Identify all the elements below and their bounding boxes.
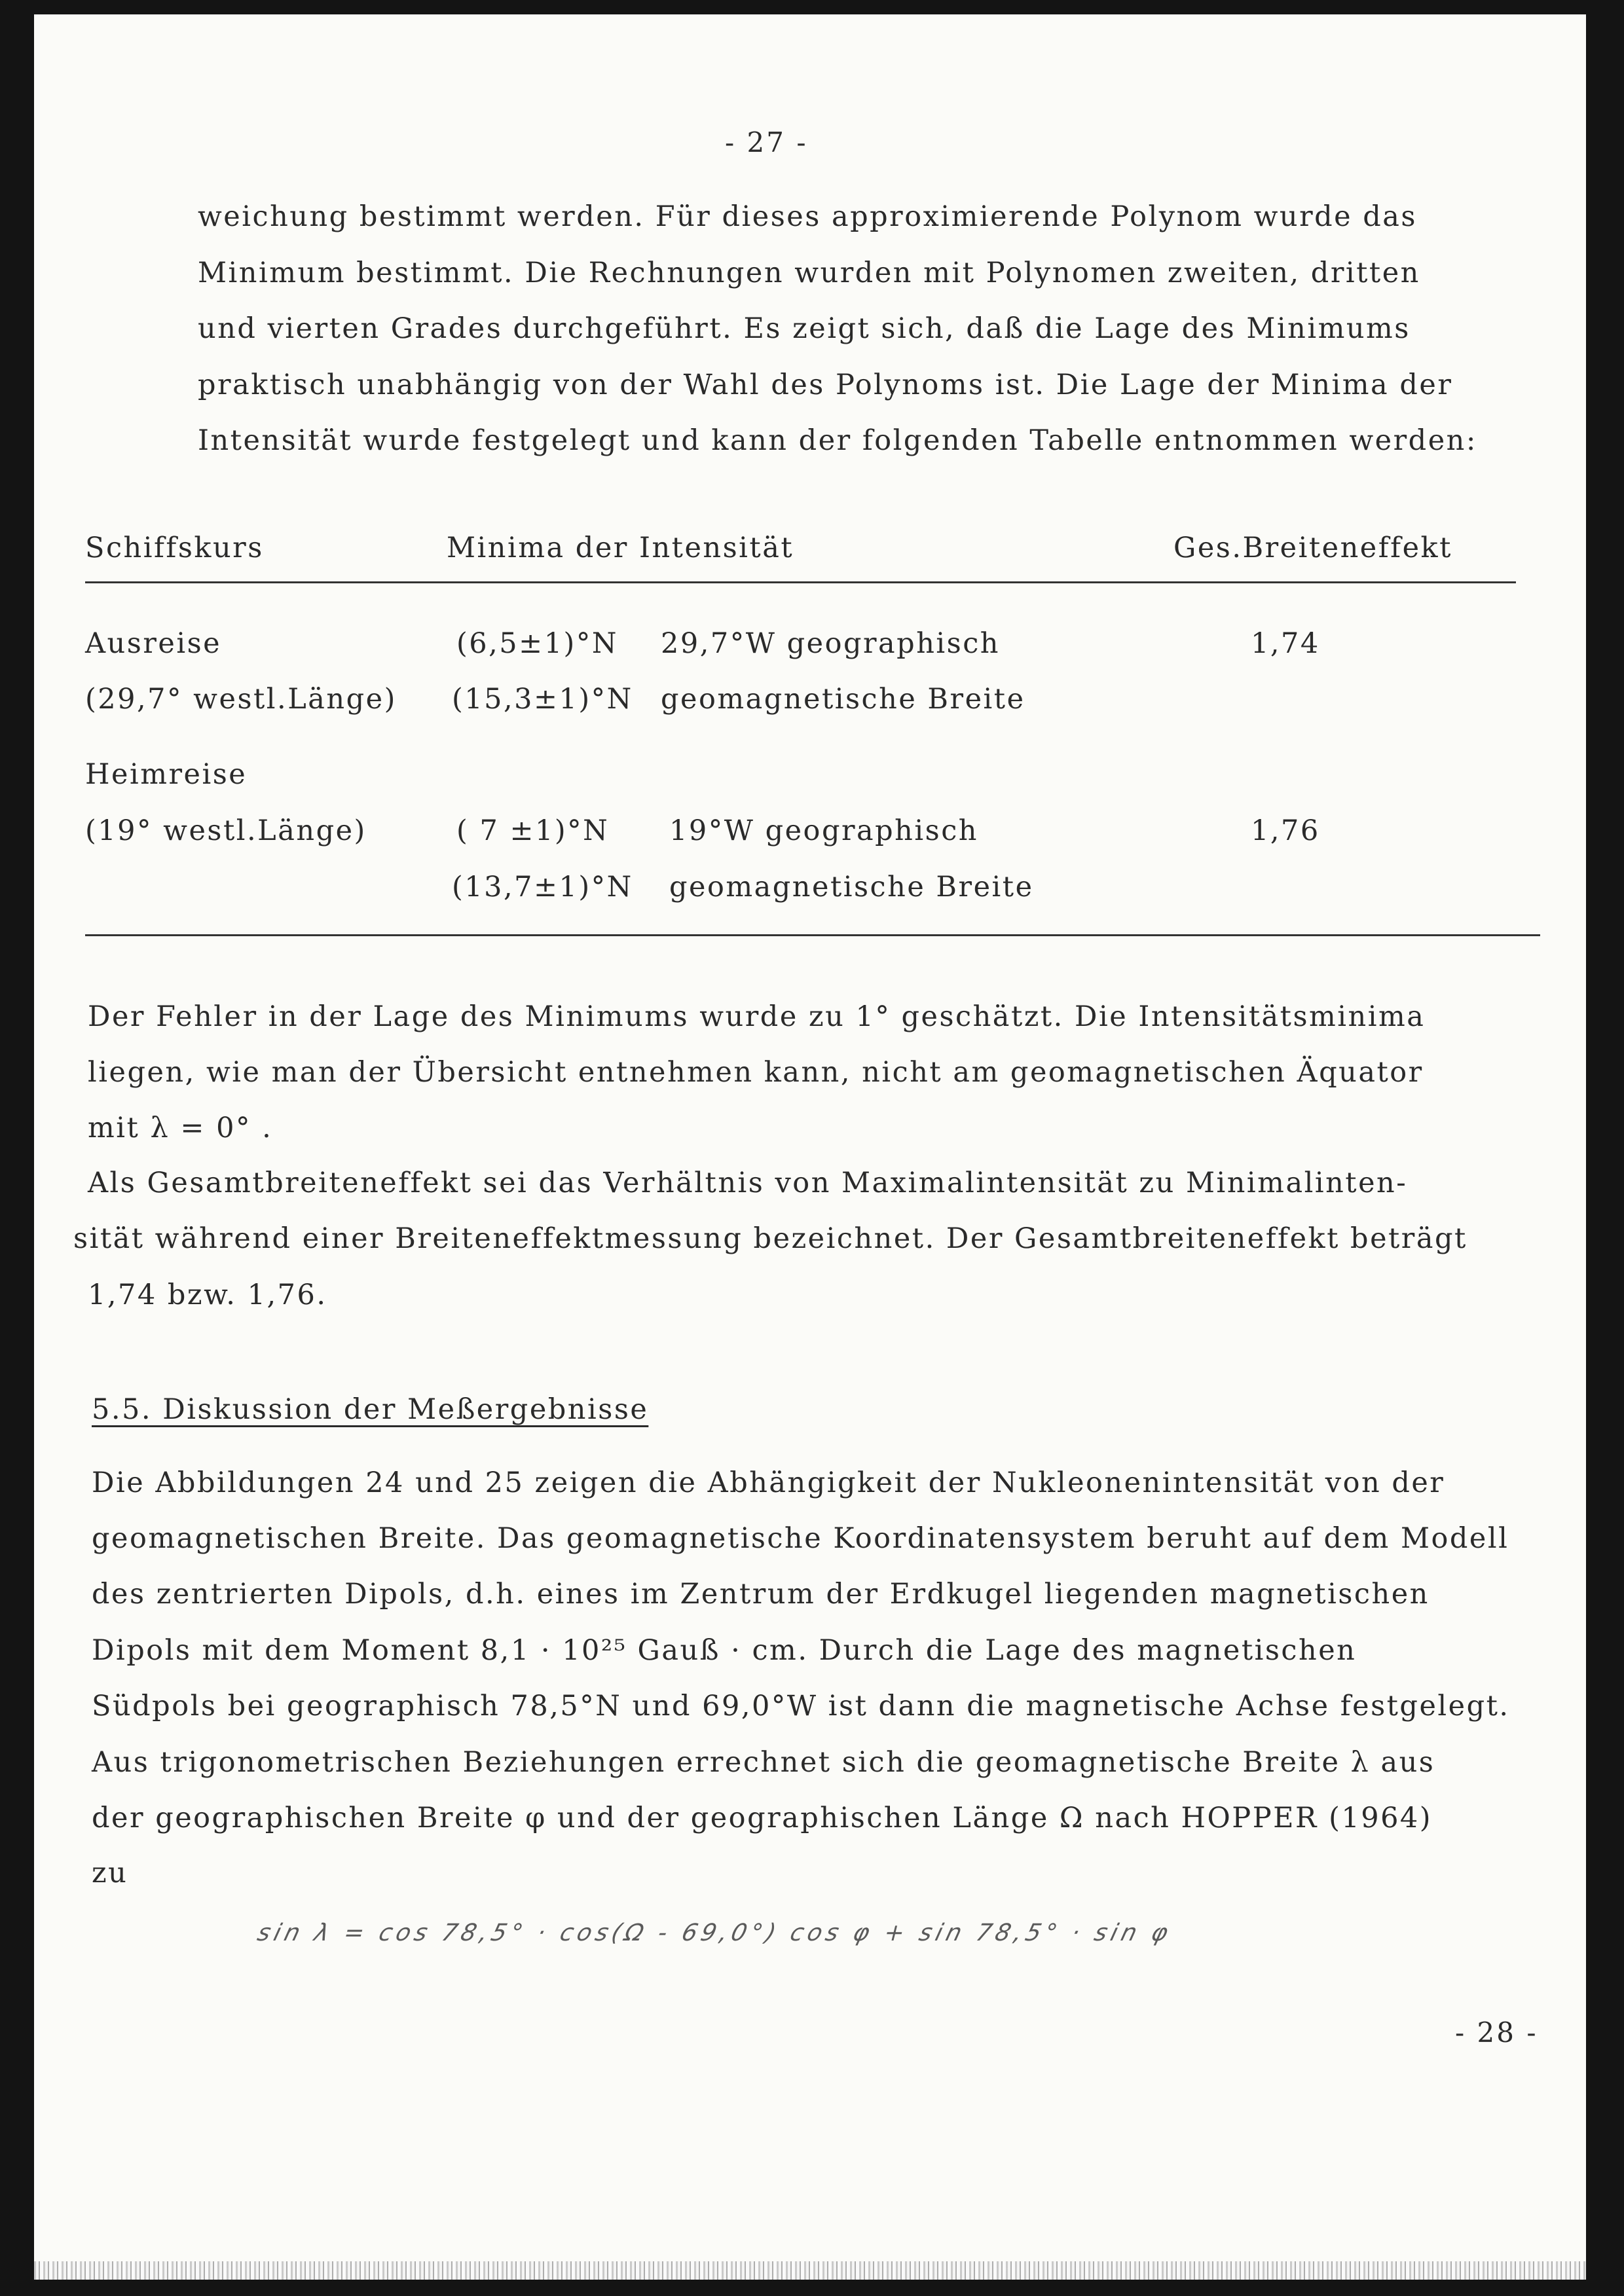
paragraph-4-line-3: des zentrierten Dipols, d.h. eines im Zentrum der Erdkugel liegenden magnetischen (92, 1578, 1430, 1611)
paragraph-1-line-2: Minimum bestimmt. Die Rechnungen wurden mit Polynomen zweiten, dritten (198, 257, 1420, 289)
document-page (34, 14, 1586, 2280)
table-row-5-minimum: (13,7±1)°N (452, 871, 633, 903)
table-row-4-course: (19° westl.Länge) (85, 814, 367, 847)
page-number-bottom: - 28 - (1455, 2016, 1538, 2049)
table-row-4-minimum: ( 7 ±1)°N (456, 814, 610, 847)
table-row-4-effect: 1,76 (1251, 814, 1320, 847)
paragraph-4-line-7: der geographischen Breite φ und der geographischen Länge Ω nach HOPPER (1964) (92, 1802, 1433, 1834)
table-header-schiffskurs: Schiffskurs (85, 532, 264, 564)
paragraph-1-line-1: weichung bestimmt werden. Für dieses approximierende Polynom wurde das (198, 200, 1417, 233)
table-header-minima: Minima der Intensität (447, 532, 794, 564)
paragraph-1-line-3: und vierten Grades durchgeführt. Es zeigt sich, daß die Lage des Minimums (198, 312, 1411, 345)
section-heading: 5.5. Diskussion der Meßergebnisse (92, 1393, 649, 1426)
table-row-1-location: 29,7°W geographisch (661, 627, 1001, 660)
paragraph-4-line-5: Südpols bei geographisch 78,5°N und 69,0°W ist dann die magnetische Achse festgelegt. (92, 1690, 1510, 1722)
paragraph-2-line-1: Der Fehler in der Lage des Minimums wurde zu 1° geschätzt. Die Intensitätsminima (88, 1000, 1426, 1033)
paragraph-4-line-4: Dipols mit dem Moment 8,1 · 10²⁵ Gauß · cm. Durch die Lage des magnetischen (92, 1634, 1357, 1667)
paragraph-4-line-6: Aus trigonometrischen Beziehungen errechnet sich die geomagnetische Breite λ aus (92, 1746, 1435, 1779)
table-row-2-location: geomagnetische Breite (661, 683, 1025, 716)
paragraph-4-line-2: geomagnetischen Breite. Das geomagnetische Koordinatensystem beruht auf dem Modell (92, 1522, 1509, 1555)
table-row-5-location: geomagnetische Breite (669, 871, 1034, 903)
table-row-2-minimum: (15,3±1)°N (452, 683, 633, 716)
scan-edge-artifact (34, 2261, 1586, 2280)
table-row-1-minimum: (6,5±1)°N (456, 627, 618, 660)
paragraph-3-line-2: sität während einer Breiteneffektmessung bezeichnet. Der Gesamtbreiteneffekt beträgt (73, 1222, 1467, 1255)
table-row-4-location: 19°W geographisch (669, 814, 978, 847)
table-row-1-course: Ausreise (85, 627, 222, 660)
paragraph-1-line-4: praktisch unabhängig von der Wahl des Polynoms ist. Die Lage der Minima der (198, 369, 1453, 401)
paragraph-3-line-1: Als Gesamtbreiteneffekt sei das Verhältnis von Maximalintensität zu Minimalinten- (88, 1167, 1408, 1199)
table-row-2-course: (29,7° westl.Länge) (85, 683, 397, 716)
table-header-rule (85, 581, 1516, 583)
paragraph-1-line-5: Intensität wurde festgelegt und kann der folgenden Tabelle entnommen werden: (198, 424, 1477, 457)
paragraph-3-line-3: 1,74 bzw. 1,76. (88, 1279, 327, 1311)
table-bottom-rule (85, 934, 1540, 936)
table-row-1-effect: 1,74 (1251, 627, 1320, 660)
handwritten-formula: sin λ = cos 78,5° · cos(Ω - 69,0°) cos φ + sin 78,5° · sin φ (254, 1920, 1175, 1946)
table-header-breiteneffekt: Ges.Breiteneffekt (1173, 532, 1452, 564)
paragraph-2-line-2: liegen, wie man der Übersicht entnehmen kann, nicht am geomagnetischen Äquator (88, 1056, 1424, 1089)
paragraph-4-line-8: zu (92, 1857, 128, 1889)
table-row-3-course: Heimreise (85, 758, 248, 791)
paragraph-4-line-1: Die Abbildungen 24 und 25 zeigen die Abhängigkeit der Nukleonenintensität von der (92, 1467, 1445, 1499)
paragraph-2-line-3: mit λ = 0° . (88, 1112, 273, 1144)
page-number-top: - 27 - (725, 126, 808, 158)
